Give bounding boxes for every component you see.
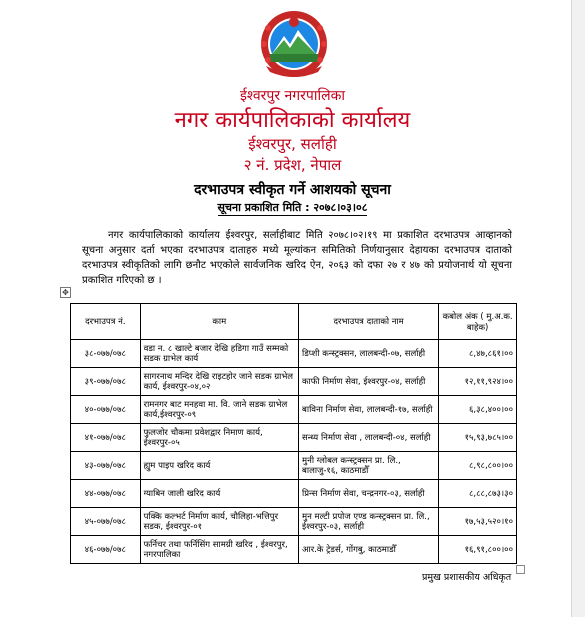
table-row bbox=[71, 536, 517, 564]
cell-bidder: मुनी ग्लोबल कन्स्ट्रक्सन प्रा. लि., बालाजु-१६, काठमाडौँ bbox=[299, 452, 439, 480]
table-resize-handle[interactable] bbox=[516, 565, 525, 574]
cell-amount: ८,८८,८७३।३० bbox=[439, 480, 517, 508]
cell-work: फर्निचर तथा फर्निसिंग सामग्री खरिद , ईश्वरपुर, नगरपालिका bbox=[140, 536, 298, 564]
cell-amount: १६,९१,८००।०० bbox=[439, 536, 517, 564]
header-bid-no: दरभाउपत्र नं. bbox=[71, 304, 141, 340]
cell-work: फुलजोर चौकमा प्रवेशद्वार निमाण कार्य, ईश्वरपुर-०५ bbox=[140, 424, 298, 452]
table-header-row bbox=[71, 304, 517, 340]
cell-work: ह्युम पाइप खरिद कार्य bbox=[140, 452, 298, 480]
header-bidder: दरभाउपत्र दाताको नाम bbox=[299, 304, 439, 340]
published-date: सूचना प्रकाशित मिति : २०७८।०३।०८ bbox=[217, 201, 368, 214]
cell-amount: ८,९८,८००।०० bbox=[439, 452, 517, 480]
cell-amount: ६,३८,४००।०० bbox=[439, 396, 517, 424]
cell-bidder: डिप्शी कन्स्ट्रक्सन, लालबन्दी-०७, सर्लाही bbox=[299, 340, 439, 368]
cell-bid-no: ४५-०७७/०७८ bbox=[71, 508, 141, 536]
cell-bidder: सन्ध्य निर्माण सेवा , लालबन्दी-०४, सर्लाही bbox=[299, 424, 439, 452]
cell-bid-no: ४१-०७७/०७८ bbox=[71, 424, 141, 452]
move-icon[interactable]: ✥ bbox=[60, 287, 71, 298]
cell-work: पक्कि कल्भर्ट निर्माण कार्य, चौलिहा-भत्तिपुर सडक, ईश्वरपुर-०१ bbox=[140, 508, 298, 536]
table-row bbox=[71, 368, 517, 396]
cell-amount: ८,४७,८६१।०० bbox=[439, 340, 517, 368]
table-row bbox=[71, 424, 517, 452]
office-location: ईश्वरपुर, सर्लाही bbox=[248, 135, 337, 153]
table-row bbox=[71, 396, 517, 424]
header-work: काम bbox=[140, 304, 298, 340]
cell-bid-no: ४४-०७७/०७८ bbox=[71, 480, 141, 508]
table-row bbox=[71, 480, 517, 508]
notice-body: नगर कार्यपालिकाको कार्यालय ईश्वरपुर, सर्लाहीबाट मिति २०७८।०२।१९ मा प्रकाशित दरभाउपत्र आव्हानको सूचना अनुसार दर्ता भएका दरभाउपत्र दाताहरु मध्ये मूल्यांकन समितिको निर्णयानुसार देहायका दरभाउपत्र दाताको दरभाउपत्र स्वीकृतिको लागि छनौट भएकोले सार्वजनिक खरिद ऐन, २०६३ को दफा २७ र ४७ को प्रयोजनार्थ यो सूचना प्रकाशित गरिएको छ । bbox=[82, 230, 512, 286]
table-row bbox=[71, 340, 517, 368]
cell-work: सागरनाथ मन्दिर देखि राइटहोर जाने सडक ग्राभेल कार्य, ईश्वरपुर-०४,०२ bbox=[140, 368, 298, 396]
table-row bbox=[71, 452, 517, 480]
header-amount: कबोल अंक ( मु.अ.क. बाहेक) bbox=[439, 304, 517, 340]
nepal-emblem-icon bbox=[258, 8, 330, 80]
cell-amount: १५,९३,७८५।०० bbox=[439, 424, 517, 452]
cell-amount: १२,११,९२४।०० bbox=[439, 368, 517, 396]
office-name: नगर कार्यपालिकाको कार्यालय bbox=[174, 108, 411, 133]
cell-bid-no: ४६-०७७/०७८ bbox=[71, 536, 141, 564]
cell-bidder: मुन मल्टी प्रपोज एण्ड कन्स्ट्रक्सन प्रा. लि., ईश्वरपुर-०३, सर्लाही bbox=[299, 508, 439, 536]
cell-bidder: काफी निर्माण सेवा, ईश्वरपुर-०४, सर्लाही bbox=[299, 368, 439, 396]
cell-bidder: आर.के ट्रेडर्स, गोंगबु, काठमाडौँ bbox=[299, 536, 439, 564]
cell-bid-no: ४३-०७७/०७८ bbox=[71, 452, 141, 480]
table-row bbox=[71, 508, 517, 536]
cell-work: वडा न. ८ खाल्टे बजार देखि हडिगा गाउँ सम्मको सडक ग्राभेल कार्य bbox=[140, 340, 298, 368]
cell-work: ग्याबिन जाली खरिद कार्य bbox=[140, 480, 298, 508]
bid-table bbox=[70, 303, 517, 564]
signatory-title: प्रमुख प्रशासकीय अधिकृत bbox=[422, 572, 512, 583]
municipality-name: ईश्वरपुर नगरपालिका bbox=[240, 88, 345, 104]
province-label: २ नं. प्रदेश, नेपाल bbox=[243, 156, 342, 174]
cell-bidder: प्रिन्स निर्माण सेवा, चन्द्रनगर-०३, सर्लाही bbox=[299, 480, 439, 508]
cell-bid-no: ३८-०७७/०७८ bbox=[71, 340, 141, 368]
cell-bid-no: ३९-०७७/०७८ bbox=[71, 368, 141, 396]
cell-amount: १७,५३,५२०।१० bbox=[439, 508, 517, 536]
cell-work: रामनगर बाट मनहवा मा. वि. जाने सडक ग्राभेल कार्य,ईश्वरपुर-०९ bbox=[140, 396, 298, 424]
notice-title: दरभाउपत्र स्वीकृत गर्ने आशयको सूचना bbox=[194, 182, 391, 198]
cell-bidder: बाविना निर्माण सेवा, लालबन्दी-१७, सर्लाही bbox=[299, 396, 439, 424]
cell-bid-no: ४०-०७७/०७८ bbox=[71, 396, 141, 424]
